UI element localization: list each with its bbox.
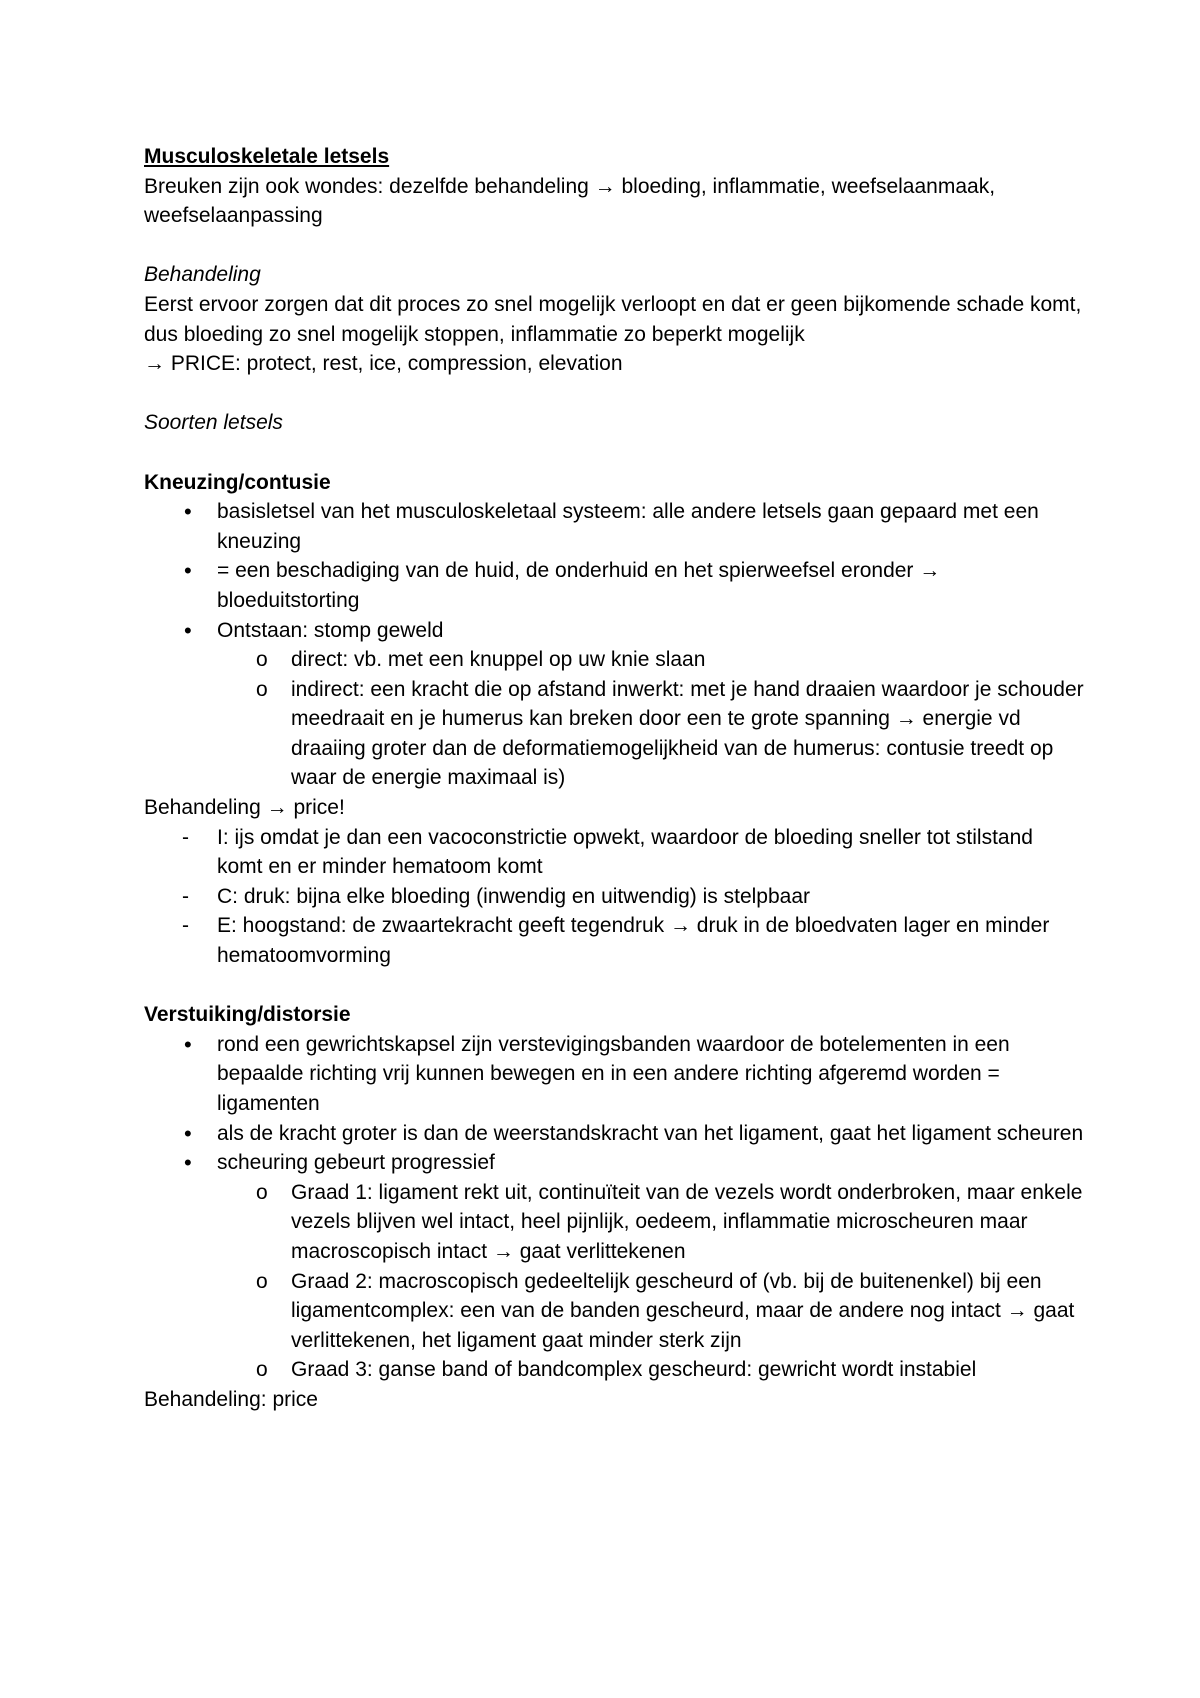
document-title: Musculoskeletale letsels: [144, 145, 390, 168]
list-item: • scheuring gebeurt progressief: [144, 1148, 1084, 1178]
spacer: [144, 379, 1084, 409]
kneuzing-sub-list: [144, 645, 1084, 793]
types-heading: Soorten letsels: [144, 411, 283, 435]
treatment-paragraph: Eerst ervoor zorgen dat dit proces zo snel mogelijk verloopt en dat er geen bijkomende schade komt, dus bloeding zo snel mogelijk stoppen, inflammatie zo beperkt mogelijk: [144, 292, 1082, 346]
verstuiking-heading: Verstuiking/distorsie: [144, 1003, 351, 1027]
intro-paragraph: Breuken zijn ook wondes: dezelfde behandeling → bloeding, inflammatie, weefselaanmaak, weefselaanpassing: [144, 174, 996, 228]
list-item: - E: hoogstand: de zwaartekracht geeft tegendruk → druk in de bloedvaten lager en minder hematoomvorming: [144, 911, 1084, 970]
list-item: • Ontstaan: stomp geweld: [144, 616, 1084, 646]
list-item: • = een beschadiging van de huid, de onderhuid en het spierweefsel eronder → bloeduitstorting: [144, 556, 1084, 615]
spacer: [144, 231, 1084, 261]
kneuzing-treatment-label: Behandeling → price!: [144, 796, 345, 820]
sub-list-item: o indirect: een kracht die op afstand inwerkt: met je hand draaien waardoor je schouder meedraait en je humerus kan breken door een te grote spanning → energie vd draaiing groter dan de deformatiemogelijkheid van de humerus: contusie treedt op waar de energie maximaal is): [144, 675, 1084, 793]
kneuzing-bullet-list: [144, 497, 1084, 645]
verstuiking-sub-list: [144, 1178, 1084, 1385]
sub-list-item: o Graad 1: ligament rekt uit, continuïteit van de vezels wordt onderbroken, maar enkele vezels blijven wel intact, heel pijnlijk, oedeem, inflammatie microscheuren maar macroscopisch intact → gaat verlittekenen: [144, 1178, 1084, 1267]
verstuiking-bullet-list: [144, 1030, 1084, 1178]
sub-list-item: o Graad 3: ganse band of bandcomplex gescheurd: gewricht wordt instabiel: [144, 1355, 1084, 1385]
price-line: → PRICE: protect, rest, ice, compression, elevation: [144, 352, 623, 376]
list-item: • als de kracht groter is dan de weerstandskracht van het ligament, gaat het ligament scheuren: [144, 1119, 1084, 1149]
document-content: [144, 142, 1084, 1415]
verstuiking-treatment-label: Behandeling: price: [144, 1387, 318, 1411]
list-item: • rond een gewrichtskapsel zijn verstevigingsbanden waardoor de botelementen in een bepaalde richting vrij kunnen bewegen en in een andere richting afgeremd worden = ligamenten: [144, 1030, 1084, 1119]
kneuzing-heading: Kneuzing/contusie: [144, 470, 331, 494]
kneuzing-treatment-list: [144, 823, 1084, 971]
list-item: - I: ijs omdat je dan een vacoconstrictie opwekt, waardoor de bloeding sneller tot stilstand komt en er minder hematoom komt: [144, 823, 1084, 882]
sub-list-item: o Graad 2: macroscopisch gedeeltelijk gescheurd of (vb. bij de buitenenkel) bij een ligamentcomplex: een van de banden gescheurd, maar de andere nog intact → gaat verlittekenen, het ligament gaat minder sterk zijn: [144, 1267, 1084, 1356]
treatment-heading: Behandeling: [144, 263, 261, 287]
spacer: [144, 438, 1084, 468]
list-item: - C: druk: bijna elke bloeding (inwendig en uitwendig) is stelpbaar: [144, 882, 1084, 912]
spacer: [144, 971, 1084, 1001]
list-item: • basisletsel van het musculoskeletaal systeem: alle andere letsels gaan gepaard met een kneuzing: [144, 497, 1084, 556]
sub-list-item: o direct: vb. met een knuppel op uw knie slaan: [144, 645, 1084, 675]
